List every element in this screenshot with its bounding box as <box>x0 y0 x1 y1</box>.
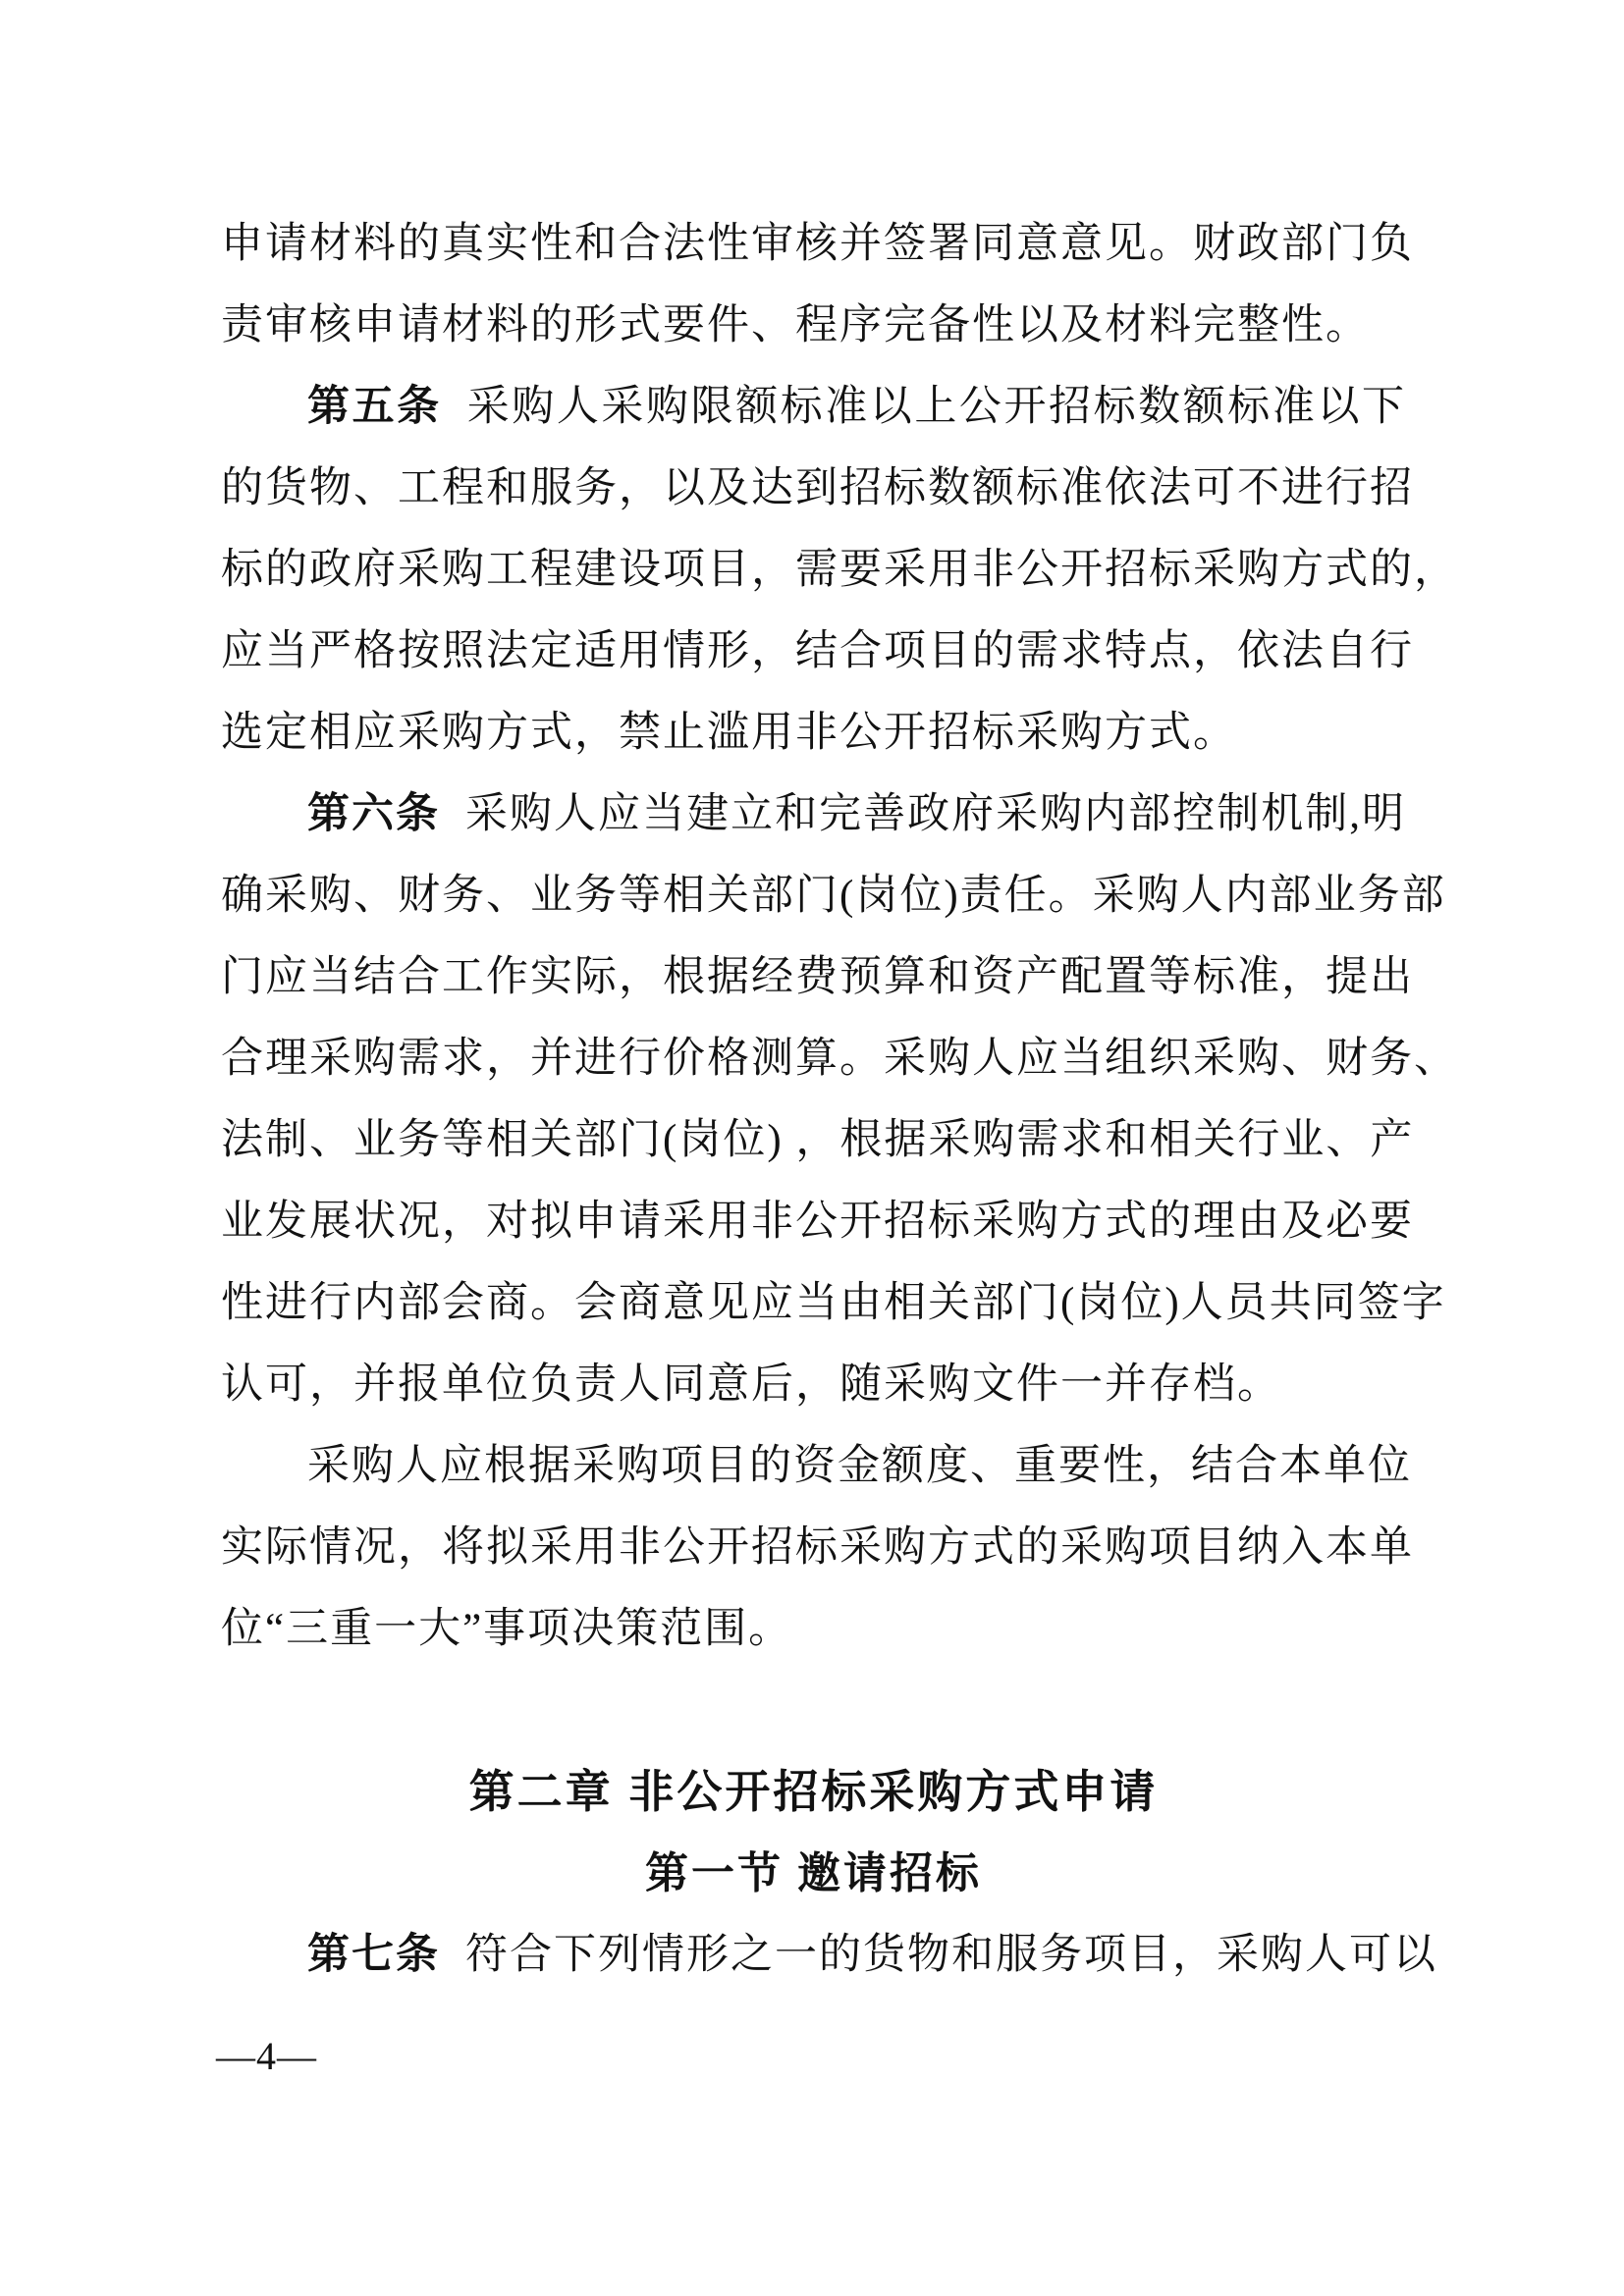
doc-line-text: 采购人应当建立和完善政府采购内部控制机制,明 <box>465 791 1406 837</box>
article-5-label: 第五条 <box>307 383 442 430</box>
doc-line: 申请材料的真实性和合法性审核并签署同意意见。财政部门负 <box>221 221 1414 267</box>
doc-line: 合理采购需求，并进行价格测算。采购人应当组织采购、财务、 <box>221 1036 1458 1082</box>
doc-line-article-7 <box>221 1914 1437 1996</box>
doc-line: 门应当结合工作实际，根据经费预算和资产配置等标准，提出 <box>221 954 1414 1000</box>
article-7-label: 第七条 <box>307 1931 440 1978</box>
article-6-label: 第六条 <box>307 790 441 837</box>
doc-line: 法制、业务等相关部门(岗位) ，根据采购需求和相关行业、产 <box>221 1117 1415 1163</box>
doc-line: 的货物、工程和服务，以及达到招标数额标准依法可不进行招 <box>221 465 1414 511</box>
doc-line-text: 符合下列情形之一的货物和服务项目，采购人可以 <box>465 1932 1437 1978</box>
doc-line: 业发展状况，对拟申请采用非公开招标采购方式的理由及必要 <box>221 1199 1414 1245</box>
doc-line: 确采购、财务、业务等相关部门(岗位)责任。采购人内部业务部 <box>221 873 1446 919</box>
document-body <box>221 203 1458 1996</box>
doc-line: 应当严格按照法定适用情形，结合项目的需求特点，依法自行 <box>221 628 1414 674</box>
doc-line: 标的政府采购工程建设项目，需要采用非公开招标采购方式的， <box>221 547 1458 593</box>
doc-line: 责审核申请材料的形式要件、程序完备性以及材料完整性。 <box>221 302 1370 348</box>
doc-line-article-6 <box>221 774 1406 855</box>
doc-line: 选定相应采购方式，禁止滥用非公开招标采购方式。 <box>221 710 1237 756</box>
doc-line: 认可，并报单位负责人同意后，随采购文件一并存档。 <box>221 1362 1281 1408</box>
doc-line-text: 采购人采购限额标准以上公开招标数额标准以下 <box>466 384 1407 430</box>
blank-line <box>221 1670 1406 1751</box>
doc-line: 性进行内部会商。会商意见应当由相关部门(岗位)人员共同签字 <box>221 1280 1446 1326</box>
chapter-heading: 第二章 非公开招标采购方式申请 <box>468 1766 1159 1817</box>
page-number: —4— <box>216 2034 317 2078</box>
doc-line: 实际情况，将拟采用非公开招标采购方式的采购项目纳入本单 <box>221 1524 1414 1571</box>
doc-line: 采购人应根据采购项目的资金额度、重要性，结合本单位 <box>307 1443 1412 1489</box>
section-heading: 第一节 邀请招标 <box>645 1849 982 1897</box>
doc-line: 位“三重一大”事项决策范围。 <box>221 1606 793 1652</box>
doc-line-article-5 <box>221 366 1406 448</box>
